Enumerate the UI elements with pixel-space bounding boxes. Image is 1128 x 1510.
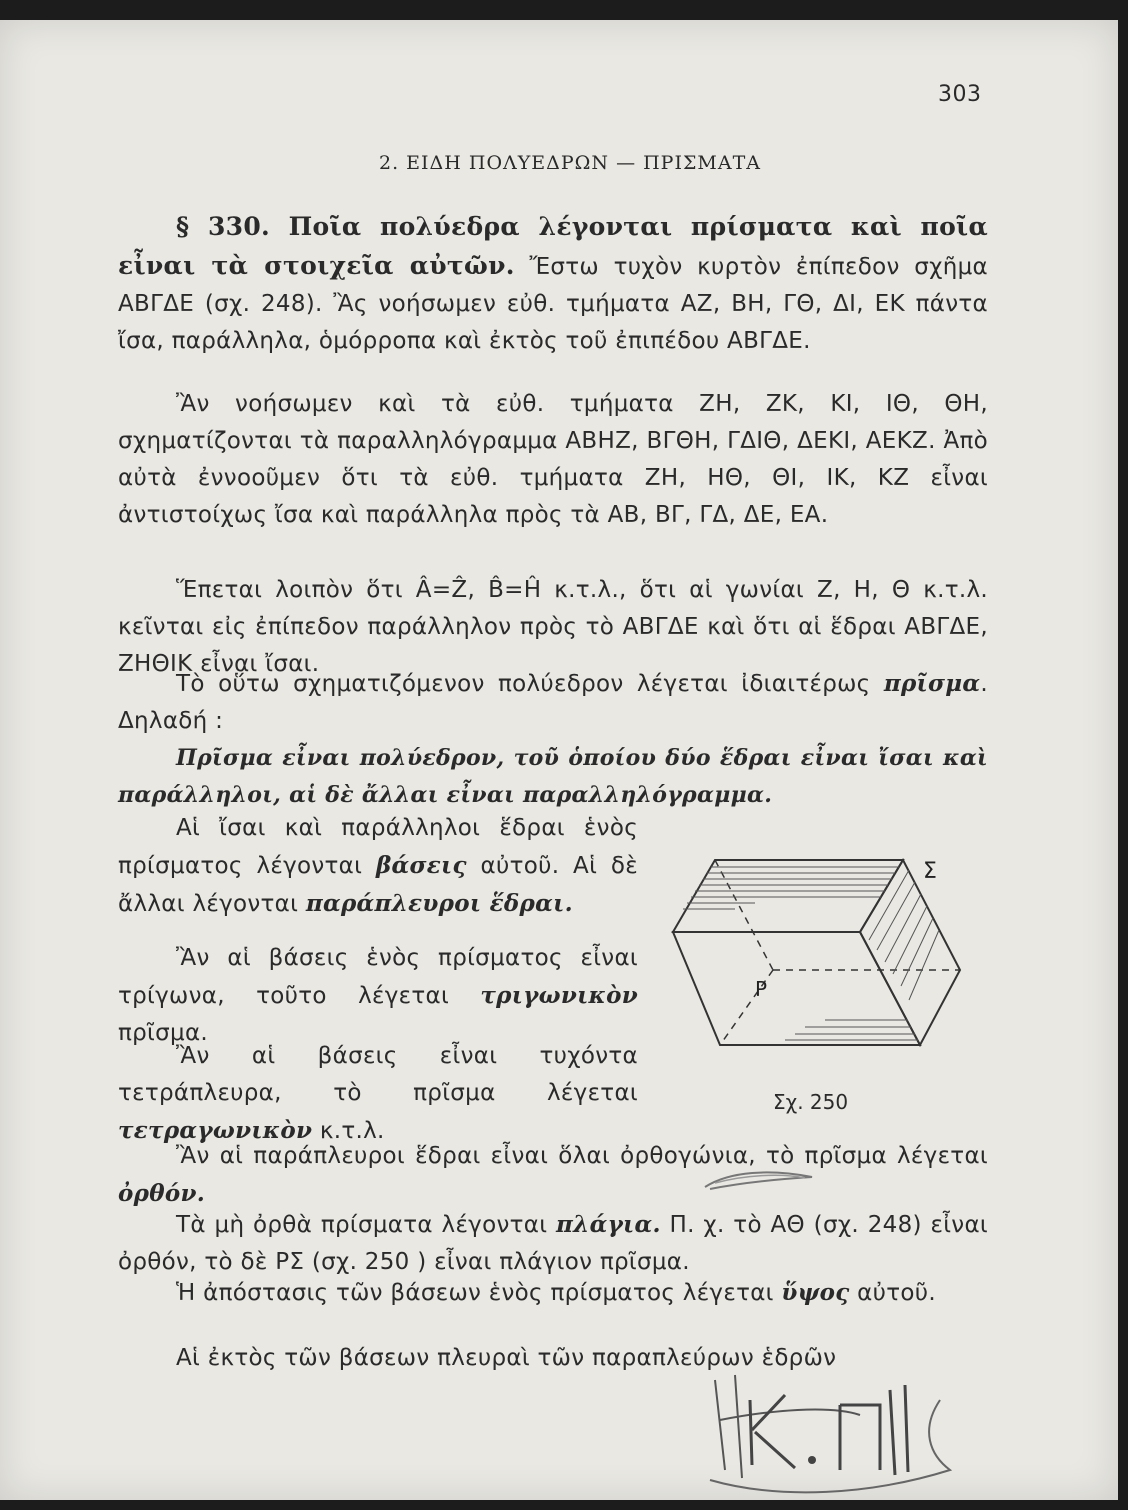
- paragraph-triangular: Ἂν αἱ βάσεις ἑνὸς πρίσματος εἶναι τρίγωνα, τοῦτο λέγεται τριγωνικὸν πρῖσμα.: [118, 945, 638, 1046]
- hidden-edges: [715, 860, 960, 1045]
- handwritten-signature: [690, 1360, 990, 1510]
- figure-caption: Σχ. 250: [773, 1090, 849, 1114]
- prism-top-face: [673, 860, 903, 932]
- paragraph-oblique: Τὰ μὴ ὀρθὰ πρίσματα λέγονται πλάγια. Π. χ. τὸ ΑΘ (σχ. 248) εἶναι ὀρθόν, τὸ δὲ ΡΣ (σχ. 250 ) εἶναι πλάγιον πρῖσμα.: [118, 1211, 988, 1275]
- right-hatching: [869, 870, 939, 1000]
- prism-right-face: [860, 860, 960, 1045]
- term-bases: βάσεις: [375, 852, 467, 879]
- term-quadrilateral: τετραγωνικὸν: [118, 1117, 313, 1144]
- label-sigma: Σ: [923, 859, 937, 884]
- book-page: [0, 20, 1118, 1500]
- paragraph-330: [118, 208, 988, 360]
- term-prism: πρῖσμα: [883, 670, 981, 697]
- paragraph-bases: Αἱ ἴσαι καὶ παράλληλοι ἕδραι ἑνὸς πρίσματος λέγονται βάσεις αὐτοῦ. Αἱ δὲ ἄλλαι λέγονται παράπλευροι ἕδραι.: [118, 815, 638, 917]
- paragraph-right-prism: Ἂν αἱ παράπλευροι ἕδραι εἶναι ὅλαι ὀρθογώνια, τὸ πρῖσμα λέγεται ὀρθόν.: [118, 1143, 988, 1207]
- paragraph-height: Ἡ ἀπόστασις τῶν βάσεων ἑνὸς πρίσματος λέγεται ὕψος αὐτοῦ.: [176, 1279, 936, 1306]
- front-hatching: [785, 1020, 918, 1040]
- paragraph-text: Ἔστω τυχὸν κυρτὸν ἐπίπεδον σχῆμα ΑΒΓΔΕ (σχ. 248). Ἂς νοήσωμεν εὐθ. τμήματα ΑΖ, ΒΗ, ΓΘ, ΔΙ, ΕΚ πάντα ἴσα, παράλληλα, ὁμόρροπα καὶ ἐκτὸς τοῦ ἐπιπέδου ΑΒΓΔΕ.: [118, 254, 989, 354]
- prism-figure: [655, 840, 995, 1130]
- paragraph-quadrilateral: Ἂν αἱ βάσεις εἶναι τυχόντα τετράπλευρα, τὸ πρῖσμα λέγεται τετραγωνικὸν κ.τ.λ.: [118, 1043, 638, 1144]
- label-rho: Ρ: [755, 977, 768, 1001]
- paragraph-last: Αἱ ἐκτὸς τῶν βάσεων πλευραὶ τῶν παραπλεύρων ἑδρῶν: [176, 1345, 837, 1371]
- term-lateral-faces: παράπλευροι ἕδραι.: [305, 890, 573, 917]
- term-right: ὀρθόν.: [118, 1180, 206, 1207]
- term-oblique: πλάγια.: [556, 1211, 661, 1238]
- prism-definition: Πρῖσμα εἶναι πολύεδρον, τοῦ ὁποίου δύο ἕδραι εἶναι ἴσαι καὶ παράλληλοι, αἱ δὲ ἄλλαι εἶναι παραλληλόγραμμα.: [118, 745, 988, 808]
- paragraph-2: Ἂν νοήσωμεν καὶ τὰ εὐθ. τμήματα ΖΗ, ΖΚ, ΚΙ, ΙΘ, ΘΗ, σχηματίζονται τὰ παραλληλόγραμμα ΑΒΗΖ, ΒΓΘΗ, ΓΔΙΘ, ΔΕΚΙ, ΑΕΚΖ. Ἀπὸ αὐτὰ ἐννοοῦμεν ὅτι τὰ εὐθ. τμήματα ΖΗ, ΗΘ, ΘΙ, ΙΚ, ΚΖ εἶναι ἀντιστοίχως ἴσα καὶ παράλληλα πρὸς τὰ ΑΒ, ΒΓ, ΓΔ, ΔΕ, ΕΑ.: [118, 391, 988, 528]
- prism-front-face: [673, 932, 920, 1045]
- chapter-heading: 2. ΕΙΔΗ ΠΟΛΥΕΔΡΩΝ — ΠΡΙΣΜΑΤΑ: [379, 152, 761, 174]
- term-triangular: τριγωνικὸν: [480, 982, 638, 1009]
- paragraph-4: Τὸ οὕτω σχηματιζόμενον πολύεδρον λέγεται ἰδιαιτέρως πρῖσμα. Δηλαδή :: [118, 670, 988, 734]
- pencil-scribble: [700, 1165, 820, 1195]
- paragraph-3: Ἕπεται λοιπὸν ὅτι Â=Ẑ, B̂=Ĥ κ.τ.λ., ὅτι αἱ γωνίαι Ζ, Η, Θ κ.τ.λ. κεῖνται εἰς ἐπίπεδον παράλληλον πρὸς τὸ ΑΒΓΔΕ καὶ ὅτι αἱ ἕδραι ΑΒΓΔΕ, ΖΗΘΙΚ εἶναι ἴσαι.: [118, 577, 988, 677]
- page-number: 303: [938, 82, 982, 107]
- section-title: § 330. Ποῖα πολύεδρα λέγονται πρίσματα καὶ ποῖα εἶναι τὰ στοιχεῖα αὐτῶν.: [118, 212, 988, 280]
- term-height: ὕψος: [781, 1279, 850, 1306]
- top-hatching: [683, 867, 899, 909]
